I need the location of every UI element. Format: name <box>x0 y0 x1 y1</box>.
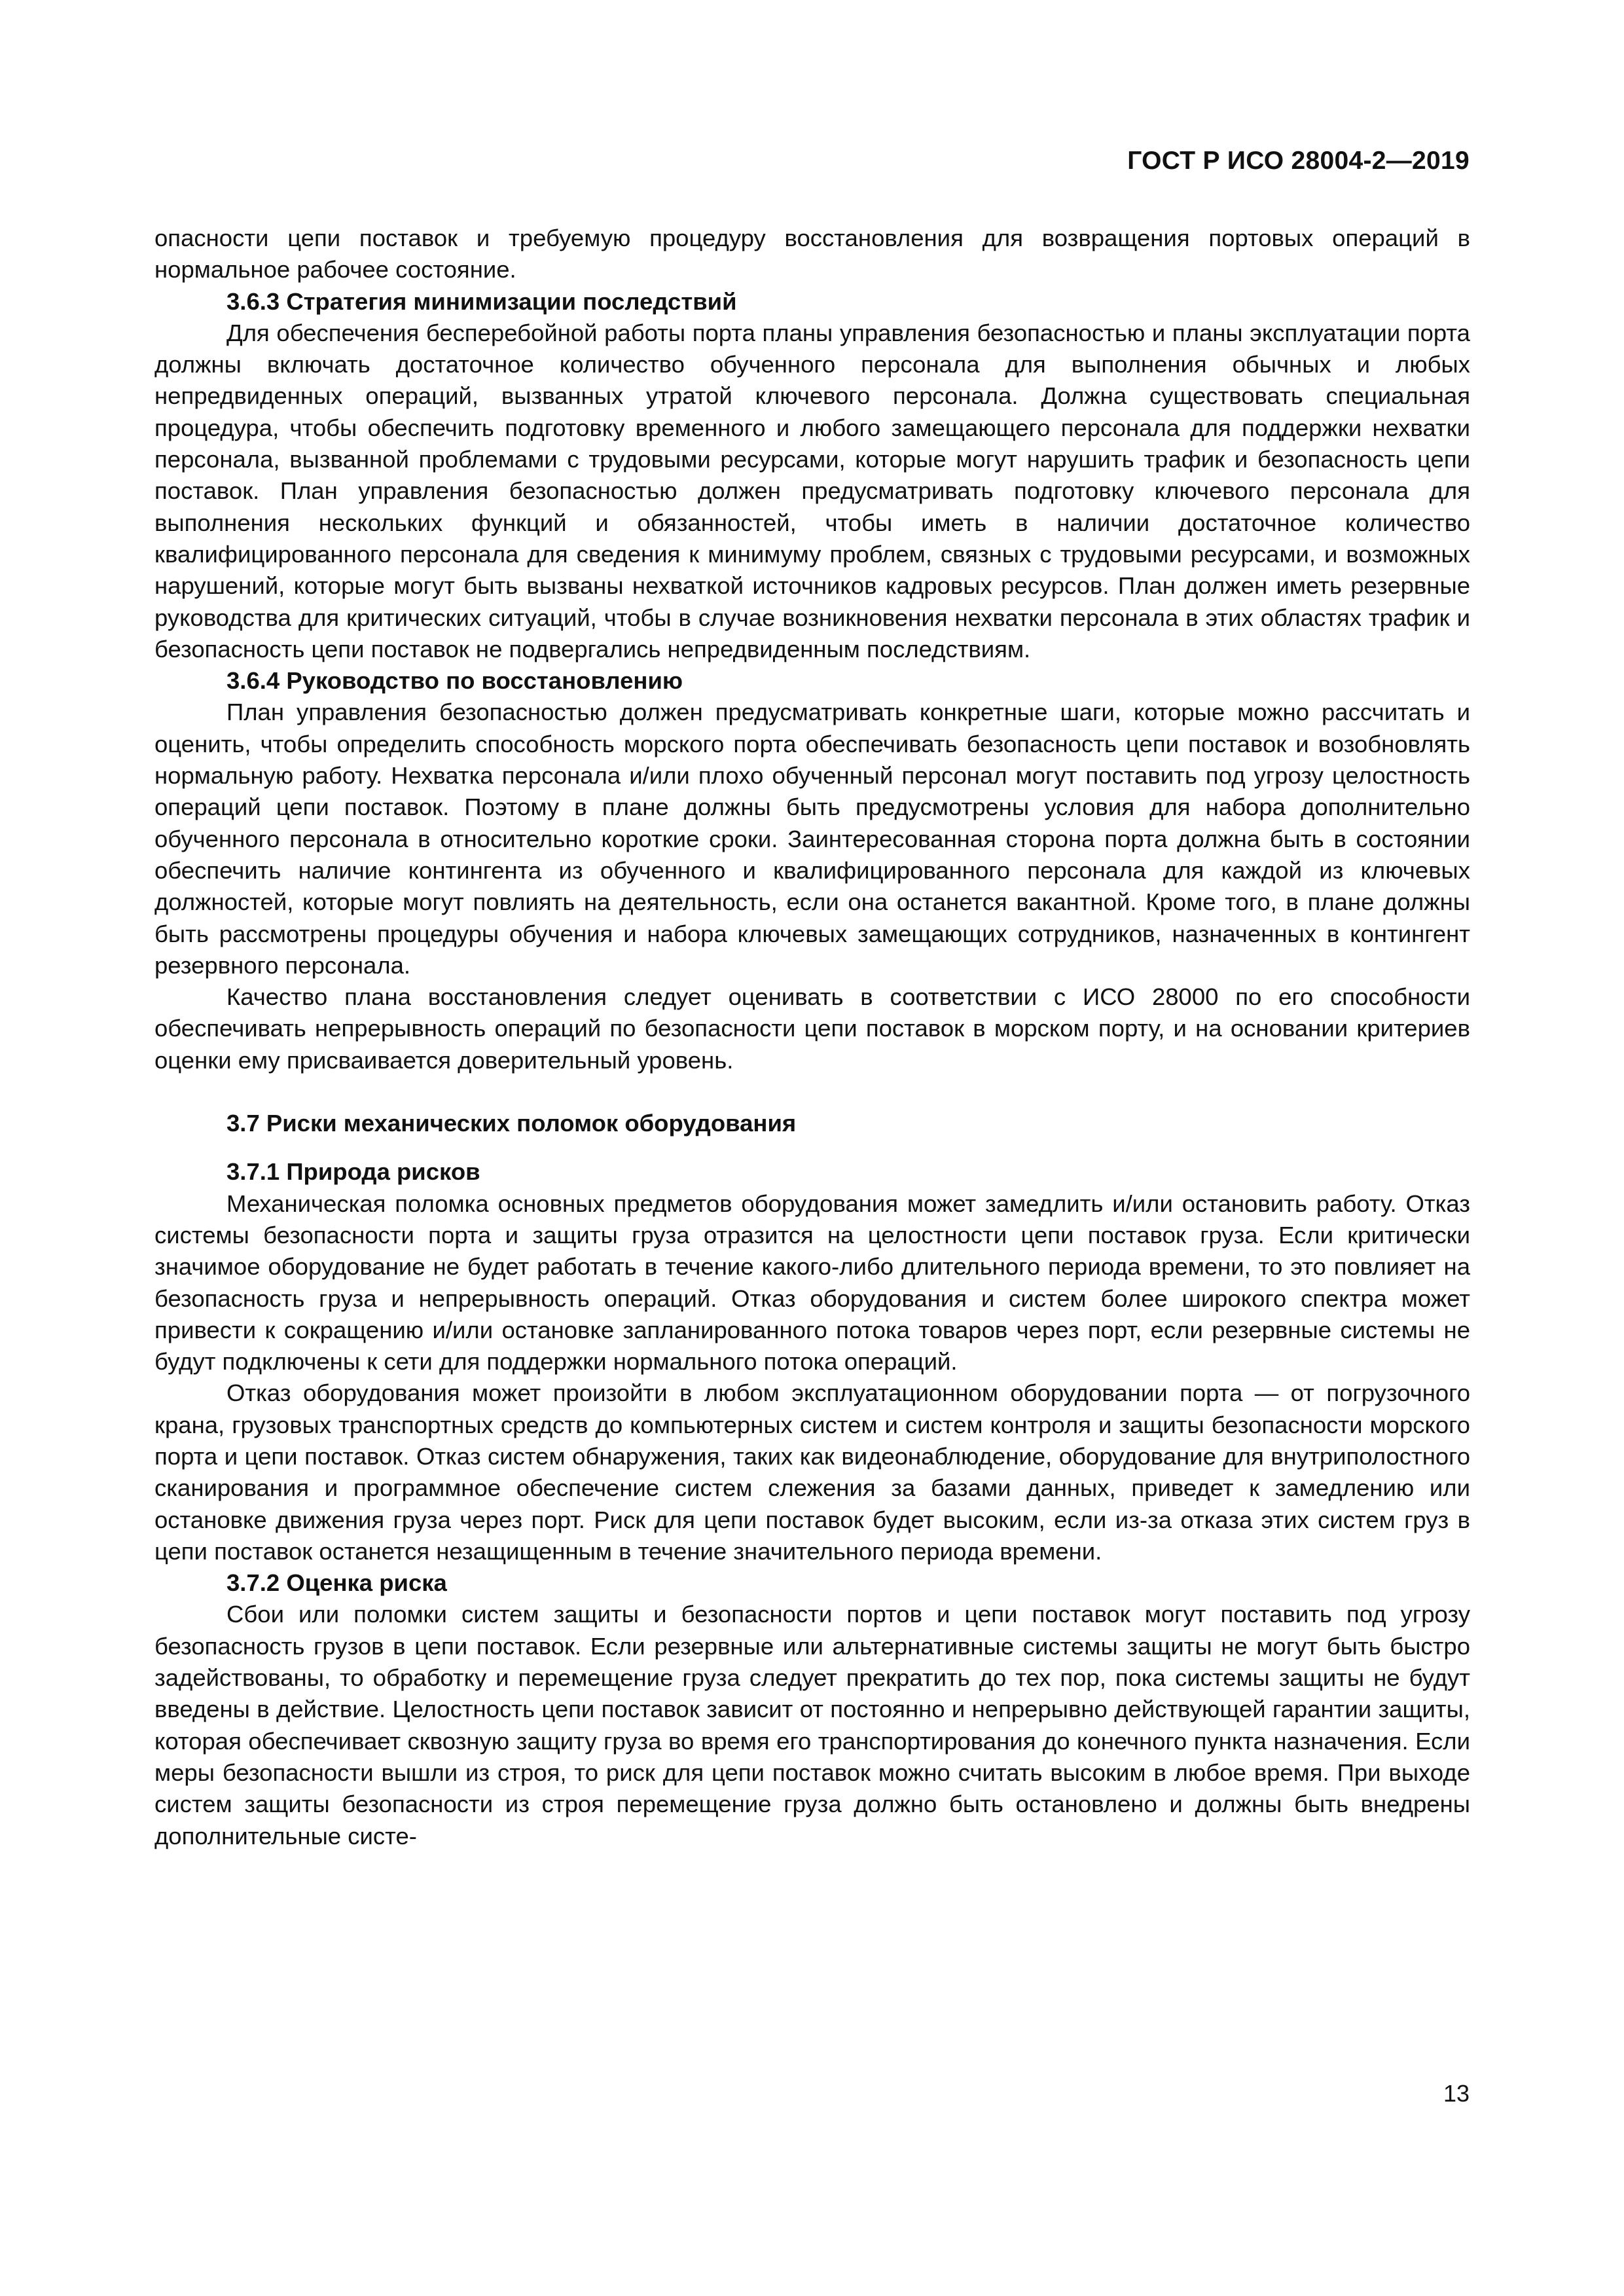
paragraph-3-6-3-1: Для обеспечения бесперебойной работы порта планы управления безопасностью и планы эксплуатации порта должны включать достаточное количество обученного персонала для выполнения обычных и любых непредвиденных операций, вызванных утратой ключевого персонала. Должна существовать специальная процедура, чтобы обеспечить подготовку временного и любого замещающего персонала для поддержки нехватки персонала, вызванной проблемами с трудовыми ресурсами, которые могут нарушить трафик и безопасность цепи поставок. План управления безопасностью должен предусматривать подготовку ключевого персонала для выполнения нескольких функций и обязанностей, чтобы иметь в наличии достаточное количество квалифицированного персонала для сведения к минимуму проблем, связных с трудовыми ресурсами, и возможных нарушений, которые могут быть вызваны нехваткой источников кадровых ресурсов. План должен иметь резервные руководства для критических ситуаций, чтобы в случае возникновения нехватки персонала в этих областях трафик и безопасность цепи поставок не подвергались непредвиденным последствиям. <box>154 319 1470 663</box>
heading-3-7-2: 3.7.2 Оценка риска <box>226 1569 447 1597</box>
paragraph-3-7-1-1: Механическая поломка основных предметов оборудования может замедлить и/или остановить работу. Отказ системы безопасности порта и защиты груза отразится на целостности цепи поставок груза. Если критически значимое оборудование не будет работать в течение какого-либо длительного периода времени, то это повлияет на безопасность груза и непрерывность операций. Отказ оборудования и систем более широкого спектра может привести к сокращению и/или остановке запланированного потока товаров через порт, если резервные системы не будут подключены к сети для поддержки нормального потока операций. <box>154 1190 1470 1376</box>
paragraph-3-7-2-1: Сбои или поломки систем защиты и безопасности портов и цепи поставок могут поставить под угрозу безопасность грузов в цепи поставок. Если резервные или альтернативные системы защиты не могут быть быстро задействованы, то обработку и перемещение груза следует прекратить до тех пор, пока системы защиты не будут введены в действие. Целостность цепи поставок зависит от постоянно и непрерывно действующей гарантии защиты, которая обеспечивает сквозную защиту груза во время его транспортирования до конечного пункта назначения. Если меры безопасности вышли из строя, то риск для цепи поставок можно считать высоким в любое время. При выходе систем защиты безопасности из строя перемещение груза должно быть остановлено и должны быть внедрены дополнительные систе- <box>154 1601 1470 1850</box>
page-content <box>154 223 1470 1852</box>
paragraph-3-6-4-2: Качество плана восстановления следует оценивать в соответствии с ИСО 28000 по его способности обеспечивать непрерывность операций по безопасности цепи поставок в морском порту, и на основании критериев оценки ему присваивается доверительный уровень. <box>154 983 1470 1074</box>
document-code-header: ГОСТ Р ИСО 28004-2—2019 <box>1127 147 1470 175</box>
heading-3-6-4: 3.6.4 Руководство по восстановлению <box>226 667 683 695</box>
paragraph-continuation: опасности цепи поставок и требуемую процедуру восстановления для возвращения портовых операций в нормальное рабочее состояние. <box>154 225 1470 283</box>
page-number: 13 <box>1443 2080 1470 2107</box>
paragraph-3-7-1-2: Отказ оборудования может произойти в любом эксплуатационном оборудовании порта — от погрузочного крана, грузовых транспортных средств до компьютерных систем и систем контроля и защиты безопасности морского порта и цепи поставок. Отказ систем обнаружения, таких как видеонаблюдение, оборудование для внутриполостного сканирования и программное обеспечение систем слежения за базами данных, приведет к замедлению или остановке движения груза через порт. Риск для цепи поставок будет высоким, если из-за отказа этих систем груз в цепи поставок останется незащищенным в течение значительного периода времени. <box>154 1379 1470 1565</box>
heading-3-7-1: 3.7.1 Природа рисков <box>226 1158 480 1186</box>
heading-3-7: 3.7 Риски механических поломок оборудования <box>226 1110 797 1137</box>
heading-3-6-3: 3.6.3 Стратегия минимизации последствий <box>226 287 737 315</box>
paragraph-3-6-4-1: План управления безопасностью должен предусматривать конкретные шаги, которые можно рассчитать и оценить, чтобы определить способность морского порта обеспечивать безопасность цепи поставок и возобновлять нормальную работу. Нехватка персонала и/или плохо обученный персонал могут поставить под угрозу целостность операций цепи поставок. Поэтому в плане должны быть предусмотрены условия для набора дополнительно обученного персонала в относительно короткие сроки. Заинтересованная сторона порта должна быть в состоянии обеспечить наличие контингента из обученного и квалифицированного персонала для каждой из ключевых должностей, которые могут повлиять на деятельность, если она останется вакантной. Кроме того, в плане должны быть рассмотрены процедуры обучения и набора ключевых замещающих сотрудников, назначенных в контингент резервного персонала. <box>154 699 1470 979</box>
